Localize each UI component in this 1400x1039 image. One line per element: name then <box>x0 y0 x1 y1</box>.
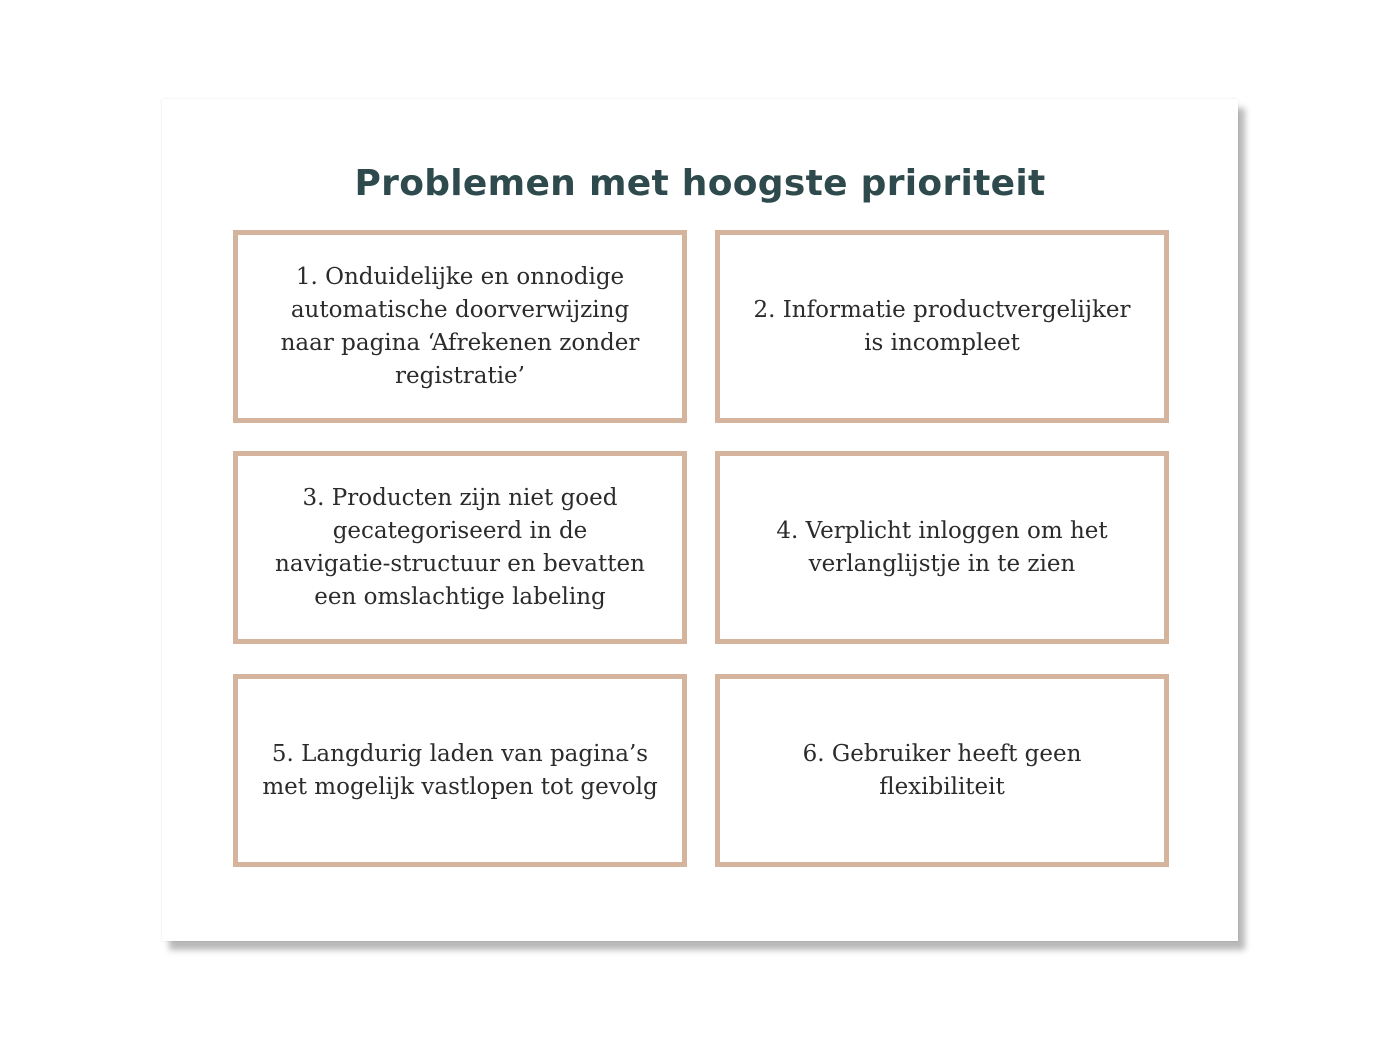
problem-text-1: 1. Onduidelijke en onnodige automatische doorverwijzing naar pagina ‘Afrekenen zonder registratie’ <box>280 263 640 389</box>
problem-text-6: 6. Gebruiker heeft geen flexibiliteit <box>802 740 1082 800</box>
problem-text-2: 2. Informatie productvergelijker is incompleet <box>753 296 1131 356</box>
problem-card-6 <box>715 674 1169 867</box>
problem-card-4 <box>715 451 1169 644</box>
page-title: Problemen met hoogste prioriteit <box>354 163 1046 204</box>
problem-text-3: 3. Producten zijn niet goed gecategoriseerd in de navigatie-structuur en bevatten een omslachtige labeling <box>275 484 645 610</box>
problem-card-2 <box>715 230 1169 423</box>
priority-sheet <box>162 99 1238 941</box>
problem-text-4: 4. Verplicht inloggen om het verlanglijstje in te zien <box>776 517 1108 577</box>
problem-card-3 <box>233 451 687 644</box>
problem-card-1 <box>233 230 687 423</box>
problem-card-5 <box>233 674 687 867</box>
problem-text-5: 5. Langdurig laden van pagina’s met mogelijk vastlopen tot gevolg <box>262 740 658 800</box>
